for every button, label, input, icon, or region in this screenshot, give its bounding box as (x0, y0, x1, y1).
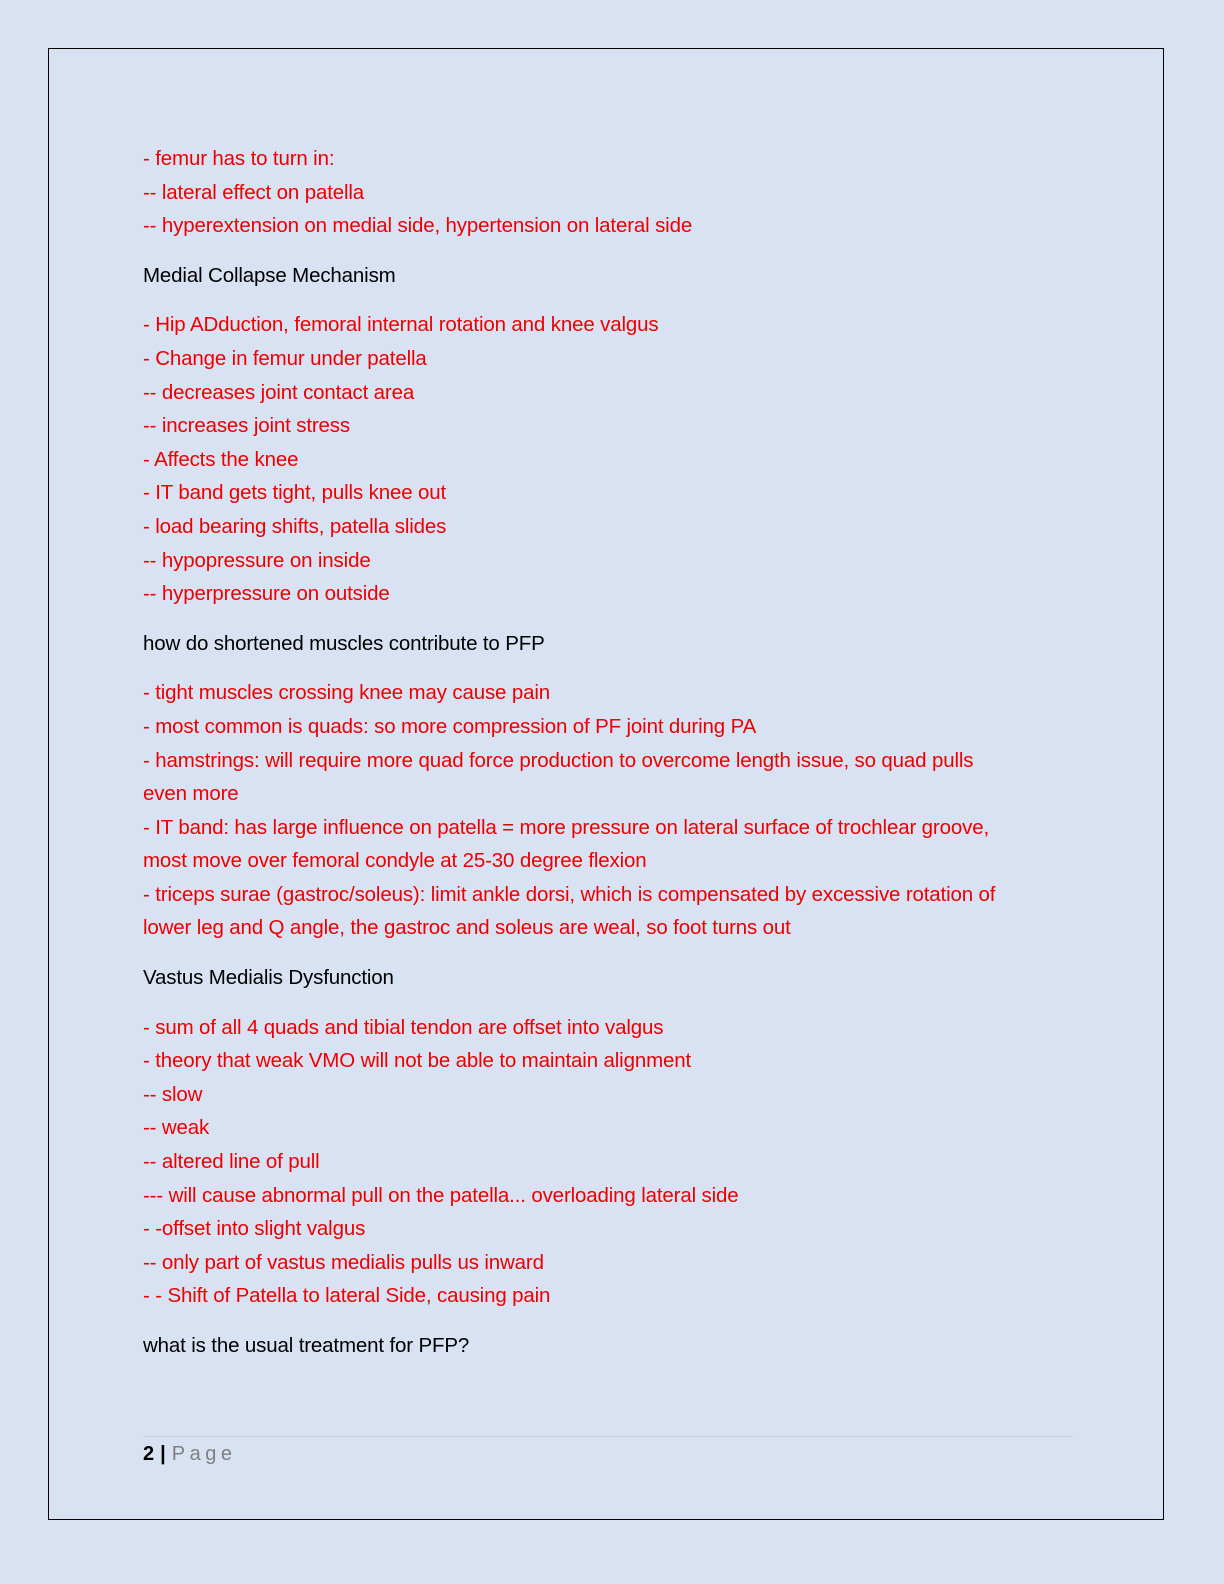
answer-line: - Change in femur under patella (143, 346, 427, 370)
section-shortened-muscles (143, 627, 1073, 945)
answer-line: - most common is quads: so more compression of PF joint during PA (143, 714, 757, 738)
answer-line: lower leg and Q angle, the gastroc and soleus are weal, so foot turns out (143, 916, 791, 940)
answer-line: - IT band: has large influence on patella = more pressure on lateral surface of trochlear groove, (143, 815, 989, 839)
answer-line: -- hyperextension on medial side, hypertension on lateral side (143, 214, 693, 238)
answer-line: - sum of all 4 quads and tibial tendon are offset into valgus (143, 1015, 664, 1039)
section-medial-collapse (143, 259, 1073, 611)
answer-line: - triceps surae (gastroc/soleus): limit ankle dorsi, which is compensated by excessive rotation of (143, 882, 996, 906)
answer-line: even more (143, 782, 239, 806)
question-heading: what is the usual treatment for PFP? (143, 1334, 470, 1357)
answer-line: -- hyperpressure on outside (143, 582, 390, 606)
answer-line: - Hip ADduction, femoral internal rotation and knee valgus (143, 313, 659, 337)
answer-line: --- will cause abnormal pull on the patella... overloading lateral side (143, 1183, 739, 1207)
answer-line: - Affects the knee (143, 447, 299, 471)
question-heading: Vastus Medialis Dysfunction (143, 966, 394, 990)
answer-line: - load bearing shifts, patella slides (143, 514, 447, 538)
section-treatment (143, 1329, 1073, 1363)
answer-line: -- increases joint stress (143, 414, 351, 438)
answer-line: -- only part of vastus medialis pulls us inward (143, 1250, 544, 1274)
footer-separator: | (160, 1443, 166, 1465)
answer-line: -- altered line of pull (143, 1150, 320, 1174)
answer-line: - -offset into slight valgus (143, 1217, 366, 1241)
answer-line: -- lateral effect on patella (143, 180, 365, 204)
answer-line: - hamstrings: will require more quad force production to overcome length issue, so quad pulls (143, 748, 974, 772)
answer-line: - femur has to turn in: (143, 147, 335, 170)
answer-line: - - Shift of Patella to lateral Side, causing pain (143, 1284, 551, 1308)
answer-line: - theory that weak VMO will not be able to maintain alignment (143, 1049, 692, 1073)
answer-line: -- decreases joint contact area (143, 380, 415, 404)
footer-divider (143, 1436, 1073, 1437)
section-vastus-medialis (143, 961, 1073, 1313)
question-heading: Medial Collapse Mechanism (143, 263, 396, 287)
section-intro (143, 142, 1073, 243)
page-label: Page (171, 1443, 237, 1465)
answer-line: -- hypopressure on inside (143, 548, 371, 572)
answer-line: - IT band gets tight, pulls knee out (143, 481, 447, 505)
question-heading: how do shortened muscles contribute to PFP (143, 631, 545, 655)
document-body (143, 142, 1073, 1379)
answer-line: most move over femoral condyle at 25-30 degree flexion (143, 849, 647, 873)
answer-line: -- weak (143, 1116, 210, 1140)
page-footer (143, 1440, 236, 1468)
page-number: 2 (143, 1443, 155, 1465)
answer-line: - tight muscles crossing knee may cause pain (143, 681, 551, 705)
answer-line: -- slow (143, 1082, 203, 1106)
